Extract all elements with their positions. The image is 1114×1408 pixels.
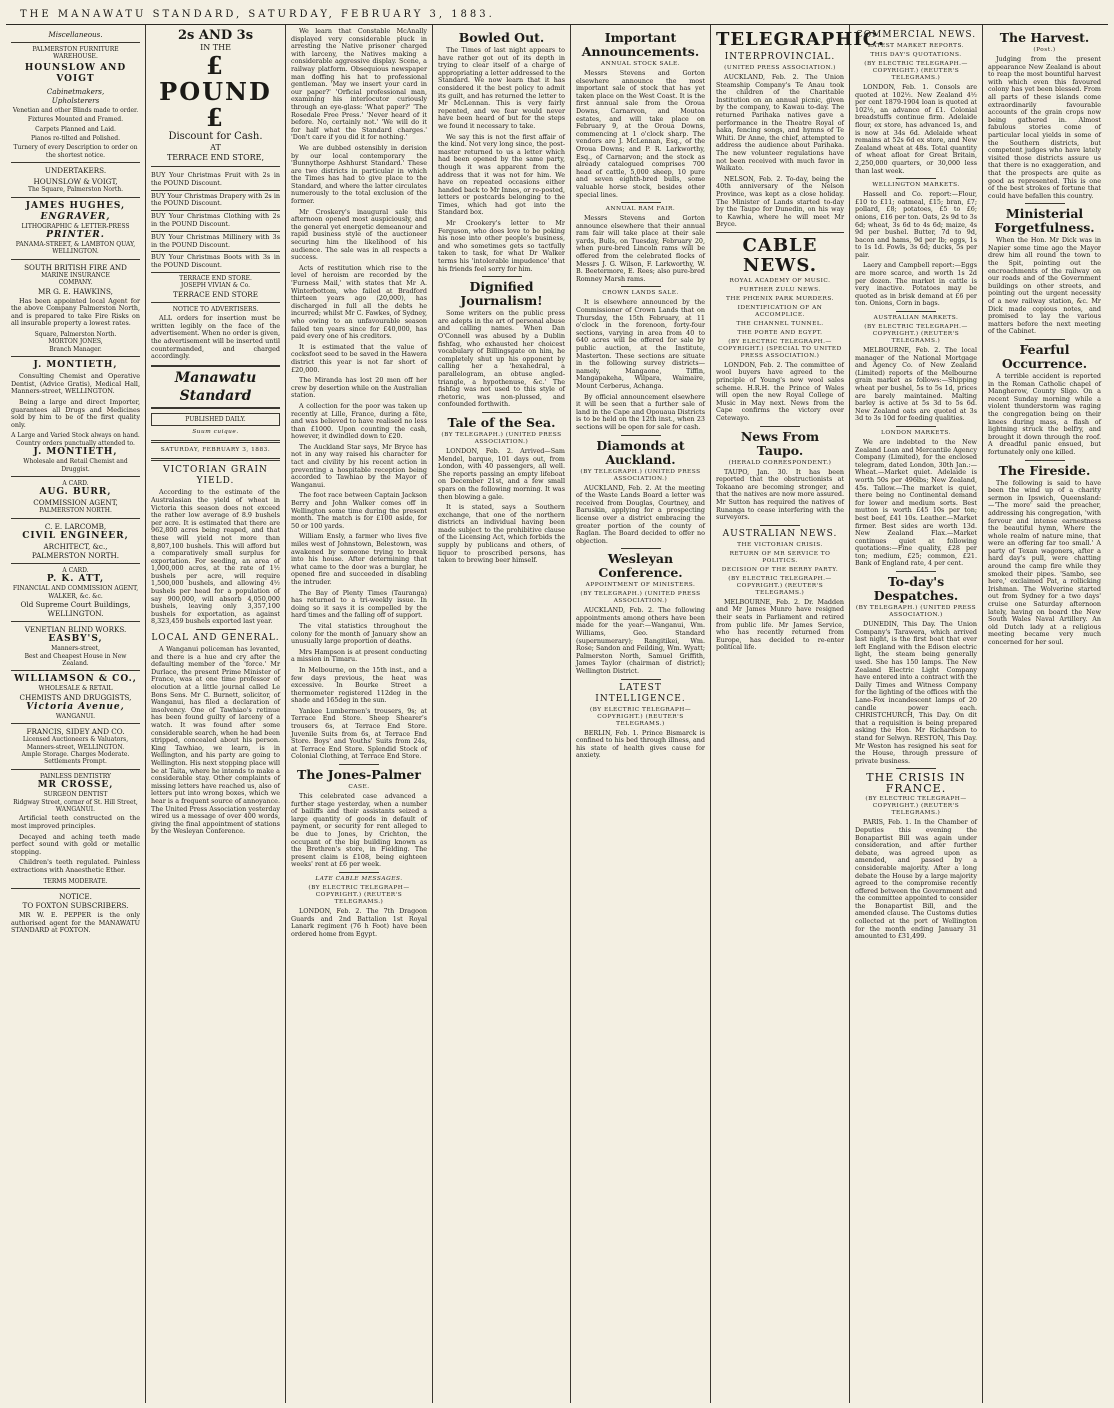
williamson: WILLIAMSON & CO.,: [14, 674, 137, 685]
montieth-6: J. MONTIETH,: [33, 447, 118, 458]
late-cable-text: LONDON, Feb. 2. The 7th Dragoon Guards and 2nd Battalion 1st Royal Lanark regiment (76 h Foot) have been ordered home from Egypt.: [291, 906, 427, 938]
london-markets-text: We are indebted to the New Zealand Loan and Mercantile Agency Company (Limited), for the enclosed telegram, dated London, 30th Jan.:—Wheat.—Market quiet. Adelaide is worth 50s per 496lbs; New Zealand, 45s. Tallow.—The market is quiet, there being no Continental demand for lower and medium sorts. Best mutton is worth £45 10s per ton; best beef, £41 10s. Leather.—Market firmer. Best sides are worth 13d. New Zealand Flax.—Market continues quiet at following quotations:—Fine quality, £28 per ton; medium, £25; common, £21. Bank of England rate, 4 per cent.: [855, 437, 977, 568]
taupo-heading: News From Taupo.: [740, 428, 820, 458]
easby-3: Best and Cheapest House in New Zealand.: [24, 652, 127, 667]
local-heading: LOCAL AND GENERAL.: [151, 633, 280, 644]
cable-text: LONDON, Feb. 2. The committee of wool buyers have agreed to the principle of Young's new wool sales scheme. H.R.H. the Prince of Wales will open the new Royal College of Music in May next. News from the Cape confirms the victory over Cetewayo.: [716, 360, 844, 423]
c3-text-5: It is estimated that the value of cocksfoot seed to be saved in the Hawera district this year is not far short of £20,000.: [291, 342, 427, 374]
royal-academy: ROYAL ACADEMY OF MUSIC.: [729, 277, 831, 284]
interprovincial-heading: INTERPROVINCIAL.: [724, 52, 836, 62]
montieth: J. MONTIETH,: [33, 360, 118, 371]
london-markets: LONDON MARKETS.: [880, 429, 951, 436]
wesleyan-heading: Wesleyan Conference.: [598, 551, 683, 581]
identification: IDENTIFICATION OF AN ACCOMPLICE.: [737, 304, 823, 318]
jones-palmer-sub: CASE.: [348, 784, 370, 791]
furn-title: PALMERSTON FURNITURE: [32, 46, 119, 53]
panama-address: PANAMA-STREET, & LAMBTON QUAY,: [15, 241, 136, 249]
c3-text-10: William Ensly, a farmer who lives five miles west of Johnstown, Belestown, was awakened by someone trying to break into his house. After determining that what came to the door was a burglar, he opened fire and succeeded in disabling the intruder.: [291, 532, 427, 586]
crisis-france-sub: (BY ELECTRIC TELEGRAPH—COPYRIGHT.) (REUTER'S TELEGRAMS.): [865, 796, 967, 817]
crosse-3: Ridgway Street, corner of St. Hill Street, WANGANUI.: [13, 798, 138, 813]
column-3: [286, 25, 433, 1403]
francis: FRANCIS, SIDEY AND CO.: [26, 727, 125, 737]
latest-market: LATEST MARKET REPORTS.: [867, 43, 965, 49]
c3-text-6: The Miranda has lost 20 men off her crew by desertion while on the Australian station.: [291, 376, 427, 400]
wesleyan-sub-2: (BY TELEGRAPH.) (UNITED PRESS ASSOCIATION.): [580, 591, 701, 605]
terms: TERMS MODERATE.: [43, 877, 108, 885]
c3-text-3: Mr Croskery's inaugural sale this afternoon opened most auspiciously, and the general yet energetic demeanour and rapid business style of the auctioneer securing him the likelihood of his audience. The sale was in all respects a success.: [291, 207, 427, 262]
wellington-1: WELLINGTON.: [52, 248, 99, 256]
quotations-text: LONDON, Feb. 1. Consols are quoted at 102½. New Zealand 4½ per cent 1879-1904 loan is quoted at 102½, an advance of £1. Colonial breadstuffs continue firm. Adelaide flour, ex store, has advanced 1s, and is now at 34s 6d. Adelaide wheat remains at 52s 6d ex store, and New Zealand wheat at 48s. Total quantity of wheat afloat for Great Britain, 2,250,000 quarters, or 30,000 less than last week.: [855, 83, 977, 175]
c3-text-7: A collection for the poor was taken up recently at Lille, France, during a fête, and was believed to have realised no less than £1000. Upon counting the cash, however, it dwindled down to £20.: [291, 401, 427, 441]
settlements: Settlements Prompt.: [44, 758, 107, 766]
phoenix-park: THE PHŒNIX PARK MURDERS.: [725, 295, 834, 302]
buy-item: BUY Your Christmas Drapery with 2s in the POUND Discount.: [151, 191, 280, 212]
bowled-text-1: The Times of last night appears to have rather got out of its depth in trying to clear itself of a charge of appropriating a letter addressed to the Standard. We now learn that it has considered it the best policy to admit its guilt, and has returned the letter to Mr McLennan. This is very fairly repented, and we fear would never have been heard of but for the steps we found it necessary to take.: [438, 46, 565, 130]
commercial-heading: COMMERCIAL NEWS.: [855, 30, 977, 40]
masthead-title: THE MANAWATU STANDARD, SATURDAY, FEBRUARY 3, 1883.: [20, 8, 495, 20]
despatches-text: DUNEDIN, This Day. The Union Company's Tarawera, which arrived last night, is the first boat that ever left England with the Edison electric light, the steam being generally used. She has 150 lamps. The New Zealand Electric Light Company have entered into a contract with the Daily Times and Witness Company for the lighting of the offices with the Lane-Fox incandescent lamps of 20 candle power each. CHRISTCHURCH, This Day. On dit that a requisition is being prepared asking the Hon. Mr Richardson to stand for Selwyn. RESTON, This Day. Mr Weston has resigned his seat for the House, through pressure of private business.: [855, 620, 977, 765]
wellington-markets-text: Hassell and Co. report:—Flour, £10 to £11; oatmeal, £15; bran, £7; pollard, £8; potatoes, £5 to £6; onions, £16 per ton. Oats, 2s 9d to 3s 6d; wheat, 3s 6d to 4s 6d; maize, 4s 9d per bushel. Butter, 7d to 9d, bacon and hams, 9d per lb; eggs, 1s to 1s 1d. Fowls, 3s 6d; ducks, 5s per pair.: [855, 190, 977, 259]
fixtures-text: Fixtures Mounted and Framed.: [27, 116, 124, 124]
interprovincial-text-2: NELSON, Feb. 2. To-day, being the 40th anniversary of the Nelson Province, was kept as a close holiday. The Minister of Lands started to-day by the Taupo for Dunedin, on his way to Kawhia, where he will meet Mr Bryce.: [716, 174, 844, 229]
yield-text: According to the estimate of the Australasian the yield of wheat in Victoria this season does not exceed the rather low average of 8.9 bushels per acre. It is estimated that there are 962,800 acres being reaped, and that these will yield not more than 8,807,100 bushels. This will afford but a comparatively small surplus for exportation. For seeding, an area of 1,000,000 acres, at the rate of 1½ bushels per acre, will require 1,500,000 bushels, and allowing 4½ bushels per head for a population of say 900,000, will absorb 4,050,000 bushels, leaving only 3,357,100 bushels for exportation, as against 8,323,459 bushels exported last year.: [151, 488, 280, 626]
crisis-france-text: PARIS, Feb. 1. In the Chamber of Deputies this evening the Bonapartist Bill was again under consideration, and after further debate, was agreed upon as amended, and passed by a considerable majority. After a long debate the House by a large majority agreed to the compromise recently offered between the Government and the committee appointed to consider the Bonapartist Bill, and the amended clause. The Customs duties collected at the port of Wellington for the month ending January 31 amounted to £31,499.: [855, 818, 977, 941]
pkatt-4: Old Supreme Court Buildings, WELLINGTON.: [20, 600, 131, 619]
c3-text-4: Acts of restitution which rise to the level of heroism are recorded by the 'Furness Mail,' with states that Mr A. Winterbottom, who failed at Bradford thirteen years ago (20,000), has discharged in full all the debts he incurred; whilst Mr C. Fawkes, of Sydney, who owing to an unfavourable season failed ten years since for £40,000, has paid every one of his creditors.: [291, 263, 427, 341]
motto: Suum cuique.: [192, 429, 239, 436]
bowled-text-3: Mr Crookery's letter to Mr Ferguson, who does love to be poking his nose into other people's business, and who sometimes gets so tactfully taken to task, for what Dr Walker terms his 'intolerable impudence' that his friends feel sorry for him.: [438, 219, 565, 273]
interprovincial-sub: (UNITED PRESS ASSOCIATION.): [724, 65, 836, 71]
mr-service: RETURN OF MR SERVICE TO POLITICS.: [729, 550, 831, 564]
column-6: [711, 25, 886, 1403]
diamonds-sub: (BY TELEGRAPH.) (UNITED PRESS ASSOCIATION.): [580, 468, 701, 482]
notice-text: ALL orders for insertion must be written legibly on the face of the advertisement. When no order is given, the advertisement will be inserted until countermanded, and charged accordingly.: [151, 314, 280, 361]
hv-address: The Square, Palmerston North.: [27, 186, 124, 194]
column-1-advertisements: [6, 25, 146, 1403]
australian-heading: AUSTRALIAN NEWS.: [722, 528, 838, 539]
despatches-sub: (BY TELEGRAPH.) (UNITED PRESS ASSOCIATION.): [855, 605, 977, 619]
ministerial-heading: Ministerial Forgetfulness.: [994, 206, 1095, 236]
wellington-markets: WELLINGTON MARKETS.: [872, 182, 960, 189]
montieth-7: Wholesale and Retail Chemist and Druggist.: [23, 458, 128, 473]
c3-text-13: Mrs Hampson is at present conducting a mission in Timaru.: [291, 647, 427, 664]
williamson-5: WANGANUI.: [55, 712, 96, 720]
buy-item: BUY Your Christmas Clothing with 2s in the POUND Discount.: [151, 211, 280, 232]
yield-heading: VICTORIAN GRAIN YIELD.: [163, 465, 268, 487]
larcomb: C. E. LARCOMB,: [44, 521, 107, 531]
harvest-heading: The Harvest.: [999, 30, 1090, 45]
easby-2: Manners-street,: [51, 645, 100, 653]
quotations: THIS DAY'S QUOTATIONS.: [870, 52, 962, 58]
channel-tunnel: THE CHANNEL TUNNEL.: [736, 320, 824, 327]
zulu-news: FURTHER ZULU NEWS.: [739, 286, 821, 293]
wesleyan-sub: APPOINTMENT OF MINISTERS.: [585, 582, 696, 589]
late-cable-sub: (BY ELECTRIC TELEGRAPH—COPYRIGHT.) (REUTER'S TELEGRAMS.): [308, 884, 410, 905]
latest-heading: LATEST INTELLIGENCE.: [595, 682, 686, 704]
wesleyan-text: AUCKLAND, Feb. 2. The following appointments among others have been made for the year:—Wanganui, Wm. Williams, Geo. Standard (supernumerary); Rangitikei, Wm. Rose; Sandon and Feilding, Wm. Wyatt; Palmerston North, Samuel Griffith, James Taylor (chairman of district); Wellington District.: [576, 606, 705, 676]
harvest-text: Judging from the present appearance New Zealand is about to reap the most bountiful harvest with which even this favoured colony has yet been blessed. From all parts of these islands come extraordinarily favourable accounts of the grain crops now being gathered in. Almost fabulous stories come of particular local yields in some of the Southern districts, but competent judges who have lately visited those districts assure us that there is no exaggeration, and that the prospects are quite as good as represented. This is one of the best strokes of fortune that could have befallen this country.: [988, 55, 1101, 200]
pound-terrace: TERRACE END STORE,: [166, 153, 265, 162]
column-grid: [6, 25, 1108, 1403]
tale-sea-text-2: It is stated, says a Southern exchange, that one of the northern districts an individual having been made subject to the prohibitive clause of the Licensing Act, which forbids the supply by publicans and others, of liquor to proscribed persons, has taken to brewing beer himself.: [438, 503, 565, 565]
column-5: [571, 25, 711, 1403]
trades-2: Upholsterers: [51, 95, 100, 105]
australian-sub: (BY ELECTRIC TELEGRAPH.—COPYRIGHT.) (REUTER'S TELEGRAMS.): [728, 575, 832, 596]
williamson-3: CHEMISTS AND DRUGGISTS,: [19, 692, 132, 702]
crown-lands-text: It is elsewhere announced by the Commissioner of Crown Lands that on Thursday, the 15th February, at 11 o'clock in the forenoon, forty-four sections, varying in area from 40 to 640 acres will be offered for sale by public auction, at the Institute, Masterton. These sections are situate in the following survey districts—namely, Mangaone, Tiffin, Mangapakeha, Wilpara, Waimaire, Mount Cerberus, Achanga.: [576, 298, 705, 390]
francis-3: Manners-street, WELLINGTON.: [26, 743, 125, 751]
pound-big: £ POUND £: [159, 51, 272, 132]
crosse-4: Artificial teeth constructed on the most improved principles.: [11, 814, 140, 830]
c3-text-12: The vital statistics throughout the colony for the month of January show an unusually large proportion of deaths.: [291, 621, 427, 646]
burr-2: COMMISSION AGENT,: [33, 498, 118, 508]
published-daily: PUBLISHED DAILY.: [151, 413, 280, 427]
pound-top: 2s AND 3s: [177, 28, 254, 43]
taupo-sub: (HERALD CORRESPONDENT.): [728, 459, 832, 466]
pkatt-3: WALKER, &c. &c.: [48, 592, 103, 600]
column-4: [433, 25, 571, 1403]
furn-subtitle: WAREHOUSE.: [53, 53, 98, 61]
cable-sub: (BY ELECTRIC TELEGRAPH.—COPYRIGHT.) (SPECIAL TO UNITED PRESS ASSOCIATION.): [718, 338, 842, 359]
tes: TERRACE END STORE.: [179, 274, 252, 282]
interprovincial-text: AUCKLAND, Feb. 2. The Union Steamship Company's Te Anau took the children of the Charitable Institution on an annual picnic, given by the company, to Kawau to-day. The returned Parihaka natives gave a performance in the Theatre Royal of haka, fencing songs, and hymns of Te Whiti. Dr Anne, the chief, attempted to address the audience about Parihaka. The new volunteer regulations have not been received with much favor in Waikato.: [716, 73, 844, 173]
buy-item: BUY Your Christmas Millinery with 3s in the POUND Discount.: [151, 232, 280, 253]
engraver: ENGRAVER,: [40, 211, 111, 222]
montieth-3: Being a large and direct Importer, guarantees all Drugs and Medicines sold by him to be of the first quality only.: [11, 398, 140, 429]
important-heading: Important Announcements.: [581, 30, 700, 59]
venetian: VENETIAN BLIND WORKS.: [24, 625, 127, 635]
stock-sale-heading: ANNUAL STOCK SALE.: [600, 61, 681, 67]
issue-date: SATURDAY, FEBRUARY 3, 1883.: [160, 447, 271, 454]
buy-item: BUY Your Christmas Boots with 3s in the POUND Discount.: [151, 252, 280, 273]
pkatt-2: FINANCIAL AND COMMISSION AGENT,: [12, 585, 139, 593]
montieth-4: A Large and Varied Stock always on hand.: [11, 432, 140, 440]
burr-3: PALMERSTON NORTH.: [39, 507, 112, 515]
crisis-france-heading: THE CRISIS IN FRANCE.: [866, 771, 966, 796]
tale-sea-text: LONDON, Feb. 2. Arrived—Sam Mendel, barque, 101 days out, from London, with 40 passengers, all well. She reports passing an empty lifeboat on December 21st, and a few small spars on the following morning. It was then blowing a gale.: [438, 446, 565, 501]
south-british-3: COMPANY.: [58, 279, 93, 287]
harvest-source: (Post.): [1033, 47, 1056, 53]
carpets-text: Carpets Planned and Laid.: [35, 125, 116, 133]
pepper: MR W. E. PEPPER is the only authorised agent for the MANAWATU STANDARD at FOXTON.: [11, 910, 140, 935]
montieth-5: Country orders punctually attended to.: [16, 439, 135, 447]
paper-title: Manawatu Standard: [151, 365, 280, 409]
morton-role: Branch Manager.: [49, 345, 102, 353]
tale-sea-sub: (BY TELEGRAPH.) (UNITED PRESS ASSOCIATION.): [441, 431, 562, 445]
dignified-heading: Dignified Journalism!: [460, 279, 543, 309]
ram-fair-heading: ANNUAL RAM FAIR.: [605, 206, 676, 213]
turnery-text: Turnery of every Description to order on the shortest notice.: [13, 144, 138, 159]
tes2: TERRACE END STORE: [173, 289, 258, 299]
quotations-sub: (BY ELECTRIC TELEGRAPH.—COPYRIGHT.) (REUTER'S TELEGRAMS.): [864, 61, 968, 81]
australian-markets-sub: (BY ELECTRIC TELEGRAPH.—COPYRIGHT.) (REUTER'S TELEGRAMS.): [864, 324, 968, 345]
crown-lands-text-2: By official announcement elsewhere it will be seen that a further sale of land in the Cape and Opouaua Districts is to be held on the 12th inst., when 23 sections will be open for sale for cash.: [576, 392, 705, 431]
burr: AUG. BURR,: [39, 487, 112, 498]
fireside-text: The following is said to have been the wind up of a charity sermon in Ipswich, Queensland:—'The more' said the preacher, addressing his congregation, 'with fervour and intense earnestness the beautiful hymn, Where the whole realm of nature mine, that were an offering far too small.' A party of Texan wagoners, after a hard day's pull, were chatting around the camp fire while they smoked their pipes. 'Sambo, see here,' exclaimed Pat, a rollicking Irishman. The Wolverine started out from Sydney for a two days' cruise one Saturday afternoon lately, having on board the New South Wales Naval Artillery. An old Dutch lady at a religious meeting became very much concerned for her soul.: [988, 478, 1101, 646]
larcomb-2: CIVIL ENGINEER,: [22, 530, 129, 541]
tale-sea-heading: Tale of the Sea.: [447, 414, 556, 430]
trades-1: Cabinetmakers,: [46, 86, 105, 96]
crosse-5: Decayed and aching teeth made perfect sound with gold or metallic stopping.: [11, 832, 140, 856]
buy-item: BUY Your Christmas Fruit with 2s in the POUND Discount.: [151, 170, 280, 191]
column-8: [983, 25, 1106, 1403]
bowled-text-2: We say this is not the first affair of the kind. Not very long since, the post-master returned to us a letter which had been opened by the same party, though it was apparent from the address that it was not for him. We have on repeated occasions either handed back to Mr Innes, or re-posted, letters or postcards belonging to the Times, which had got into the Standard box.: [438, 132, 565, 217]
south-british-1: SOUTH BRITISH FIRE AND: [24, 262, 127, 272]
larcomb-4: PALMERSTON NORTH.: [31, 550, 120, 560]
australian-markets-text: MELBOURNE, Feb. 2. The local manager of the National Mortgage and Agency Co. of New Zealand (Limited) reports of the Melbourne grain market as follows:—Shipping wheat per bushel, 5s to 5s 1d, prices are barely maintained. Malting barley is active at 5s 3d to 5s 6d. New Zealand oats are quoted at 3s 3d to 3s 10d for feeding qualities.: [855, 346, 977, 423]
taupo-text: TAUPO, Jan. 30. It has been reported that the obstructionists at Tokaano are becoming stronger, and that the natives are now more assured. Mr Sutton has required the natives of Runanga to cease interfering with the surveyors.: [716, 467, 844, 522]
crosse: MR CROSSE,: [37, 780, 114, 791]
porte-egypt: THE PORTE AND EGYPT.: [737, 329, 823, 336]
australian-markets: AUSTRALIAN MARKETS.: [873, 315, 959, 322]
wellington-markets-text-2: Laery and Campbell report:—Eggs are more scarce, and worth 1s 2d per dozen. The market in cattle is very inactive. Potatoes may be quoted as in brisk demand at £6 per ton. Onions, Corn in bags.: [855, 261, 977, 308]
local-text: A Wanganui policeman has levanted, and there is a hue and cry after the defaulting member of the 'force.' Mr Durlace, the present Prime Minister of France, was at one time professor of elocution at a little journal called Le Bons Sens. Mr C. Burnett, solicitor, of Wanganui, has filed a declaration of insolvency. One of Tawhiao's retinue has been found guilty of larceny of a watch. It was found after some considerable search, when he had been stripped, concealed about his person. King Tawhiao, we learn, is in Wellington, and his party are going to Wellington. His next stopping place will be at Taita, where he intends to make a considerable stay. Other complaints of missing letters have reached us, also of letters put into wrong boxes, which we hear is a frequent source of annoyance. The United Press Association yesterday wired us a message of over 400 words, giving the final appointment of stations by the Wesleyan Conference.: [151, 645, 280, 836]
late-cable-heading: LATE CABLE MESSAGES.: [315, 875, 403, 882]
jones-palmer-text: This celebrated case advanced a further stage yesterday, when a number of bailiffs and their assistants seized a large quantity of goods in default of payment, or security for rent alleged to be due to Jones, by Crichton, the occupant of the big building known as the Brethren's store, in Fielding. The present claim is £108, being eighteen weeks' rent at £6 per week.: [291, 792, 427, 869]
c3-text-14: In Melbourne, on the 15th inst., and a few days previous, the heat was excessive. In Bourke Street a thermometer registered 112deg in the shade and 165deg in the sun.: [291, 665, 427, 705]
hounslow-voigt-firm: HOUNSLOW AND VOIGT: [24, 62, 127, 84]
crosse-6: Children's teeth regulated. Painless extractions with Anaesthetic Ether.: [11, 858, 140, 874]
card-1: A CARD.: [62, 480, 89, 488]
notice-1: NOTICE.: [59, 891, 92, 901]
column-7: [850, 25, 983, 1403]
c3-text-2: We are dubbed ostensibly in derision by our local contemporary the 'Bunnythorpe Ashhurst Standard.' These are two districts in particular in which the Times has had to give place to the Standard, and where the latter circulates numerously to the total exclusion of the former.: [291, 143, 427, 206]
painless: PAINLESS DENTISTRY: [39, 772, 112, 780]
c3-text-11: The Bay of Plenty Times (Tauranga) has returned to a tri-weekly issue. In doing so it says it is compelled by the hard times and the falling off of support.: [291, 588, 427, 620]
printer: PRINTER.: [46, 230, 105, 241]
larcomb-3: ARCHITECT, &c.,: [43, 541, 108, 551]
undertakers-heading: UNDERTAKERS.: [44, 166, 107, 176]
fearful-heading: Fearful Occurrence.: [1001, 342, 1088, 371]
bowled-out-heading: Bowled Out.: [458, 30, 545, 45]
c3-text-8: The Auckland Star says, Mr Bryce has not in any way raised his character for tact and civility by his recent action in preventing a hospitable reception being accorded to Tawhiao by the Mayor of Wanganui.: [291, 442, 427, 489]
latest-text: BERLIN, Feb. 1. Prince Bismarck is confined to his bed through illness, and his state of health gives cause for anxiety.: [576, 728, 705, 760]
masthead: [6, 4, 1108, 25]
south-british-2: MARINE INSURANCE: [41, 271, 110, 279]
hawkins: MR G. E. HAWKINS,: [38, 286, 113, 296]
sb-address: Square, Palmerston North.: [34, 331, 117, 339]
column-2: [146, 25, 286, 1403]
cable-news-heading: CABLE NEWS.: [742, 234, 818, 276]
crown-lands-heading: CROWN LANDS SALE.: [602, 290, 679, 297]
hv-name: HOUNSLOW & VOIGT,: [33, 177, 118, 187]
stock-sale-text: Messrs Stevens and Gorton elsewhere announce the most important sale of stock that has yet taken place on the West Coast. It is the first annual sale from the Oroua Downs, Carnarvon, and Moutoa estates, and will take place on February 9, at the Oroua Downs, commencing at 1 o'clock sharp. The vendors are J. McLennan, Esq., of the Oroua Downs; and P. R. Larkworthy, Esq., of Carnarvon; and the stock as already catalogued comprises 700 head of cattle, 5,000 sheep, 10 pure and seven eighth-bred bulls, some valuable horse stock, besides other special lines.: [576, 69, 705, 199]
victorian-crisis: THE VICTORIAN CRISIS.: [737, 541, 823, 548]
williamson-4: Victoria Avenue,: [26, 701, 125, 712]
pkatt: P. K. ATT,: [46, 574, 105, 585]
easby: EASBY'S,: [48, 634, 103, 645]
misc-heading: Miscellaneous.: [48, 30, 103, 39]
notice-advertisers: NOTICE TO ADVERTISERS.: [172, 305, 259, 313]
montieth-2: Consulting Chemist and Operative Dentist, (Advice Gratis), Medical Hall, Manners-street, WELLINGTON.: [11, 372, 140, 396]
james-hughes: JAMES HUGHES,: [25, 200, 126, 211]
fireside-heading: The Fireside.: [998, 462, 1091, 478]
telegraphic-heading: TELEGRAPHIC.: [716, 29, 886, 50]
pound-inthe: IN THE: [200, 43, 231, 52]
jones-palmer-heading: The Jones-Palmer: [297, 767, 421, 783]
crosse-2: SURGEON DENTIST: [43, 791, 108, 799]
australian-text: MELBOURNE, Feb. 2. Dr. Madden and Mr James Munro have resigned their seats in Parliament and retired from public life. Mr James Service, who has recently returned from Europe, has decided to re-enter political life.: [716, 597, 844, 652]
francis-2: Licensed Auctioneers & Valuators,: [22, 736, 129, 744]
c3-text-1: We learn that Constable McAnally displayed very considerable pluck in arresting the Native prisoner charged with larceny, the Natives making a considerable aggressive display. Scene, a railway platform. Obsequious newspaper man doffing his hat to professional gentleman. 'May we insert your card in our paper?' 'Orficial professional man, examining his interlocutor curiously through an eye-glass: 'What paper?' 'The Rosedale Free Press.' 'Never heard of it before. No, certainly not.' 'We will do it for half what the Standard charges.' 'Don't care if you did it for nothing.': [291, 27, 427, 142]
c3-text-15: Yankee Lumbermen's trousers, 9s; at Terrace End Store. Sheep Shearer's trousers 6s, at Terrace End Store. Juvenile Suits from 6s, at Terrace End Store. Boys' and Youths' Suits from 24s, at Terrace End Store. Splendid Stock of Colonial Clothing, at Terrace End Store.: [291, 706, 427, 761]
dignified-text: Some writers on the public press are adepts in the art of personal abuse and calling names. When Dan O'Connell was abused by a Dublin fishfag, who exhausted her choicest vocabulary of Billingsgate on him, he completely shut up his opponent by calling her a 'hexahedral, a parallelogram, an obtuse angled-triangle, a hypothenuse, &c.' The fishfag was not used to this style of rhetoric, was non-plussed, and confounded forthwith.: [438, 309, 565, 409]
subs: TO FOXTON SUBSCRIBERS.: [22, 900, 129, 910]
morton: MORTON JONES,: [48, 338, 103, 346]
pianos-text: Pianos re-tilted and Polished.: [30, 135, 121, 143]
pound-discount: Discount for Cash.: [168, 131, 263, 142]
storage: Ample Storage. Charges Moderate.: [21, 750, 130, 758]
c3-text-9: The foot race between Captain Jackson Berry and John Walker comes off in Wellington some time during the present month. The match is for £100 aside, for 50 or 100 yards.: [291, 491, 427, 530]
litho: LITHOGRAPHIC & LETTER-PRESS: [21, 222, 130, 230]
fearful-text: A terrible accident is reported in the Roman Catholic chapel of Mangherow, County Sligo. On a recent Sunday morning while a violent thunderstorm was raging the congregation being on their knees during mass, a flash of lightning struck the belfry, and brought it down through the roof. A dreadful panic ensued, but fortunately only one killed.: [988, 372, 1101, 456]
latest-sub: (BY ELECTRIC TELEGRAPH—COPYRIGHT.) (REUTER'S TELEGRAMS.): [589, 706, 692, 727]
pound-ad: [151, 28, 280, 163]
berry-party: DECISION OF THE BERRY PARTY.: [721, 566, 839, 573]
blinds-text: Venetian and other Blinds made to order.: [12, 106, 139, 114]
pound-at: AT: [210, 143, 221, 152]
despatches-heading: To-day's Despatches.: [873, 574, 959, 604]
williamson-2: WHOLESALE & RETAIL: [38, 685, 113, 693]
ministerial-text: When the Hon. Mr Dick was in Napier some time ago the Mayor drew him all round the town to the Spit, pointing out the encroachments of the railway on our roads and of the Government buildings on other streets, and pointing out the urgent necessity of a new railway station, &c. Mr Dick made copious notes, and promised to lay the various matters before the next meeting of the Cabinet.: [988, 236, 1101, 336]
diamonds-text: AUCKLAND, Feb. 2. At the meeting of the Waste Lands Board a letter was received from Douglas, Courtney, and Baruskin, applying for a prospecting license over a district embracing the greater portion of the county of Raglan. The Board decided to offer no objection.: [576, 483, 705, 545]
diamonds-heading: Diamonds at Auckland.: [596, 437, 685, 467]
vivian: JOSEPH VIVIAN & Co.: [180, 282, 251, 290]
card-2: A CARD.: [62, 566, 89, 574]
ram-fair-text: Messrs Stevens and Gorton announce elsewhere that their annual ram fair will take place at their sale yards, Bulls, on Tuesday, February 20, when pure-bred Lincoln rams will be offered from the celebrated flocks of Messrs J. G. Wilson, F. Larkworthy, W. B. Beetermore, E. Rees; also pure-bred Romney Marsh rams.: [576, 214, 705, 283]
sb-text: Has been appointed local Agent for the above Company Palmerston North, and is prepared to take Fire Risks on all insurable property a lowest rates.: [11, 296, 140, 328]
